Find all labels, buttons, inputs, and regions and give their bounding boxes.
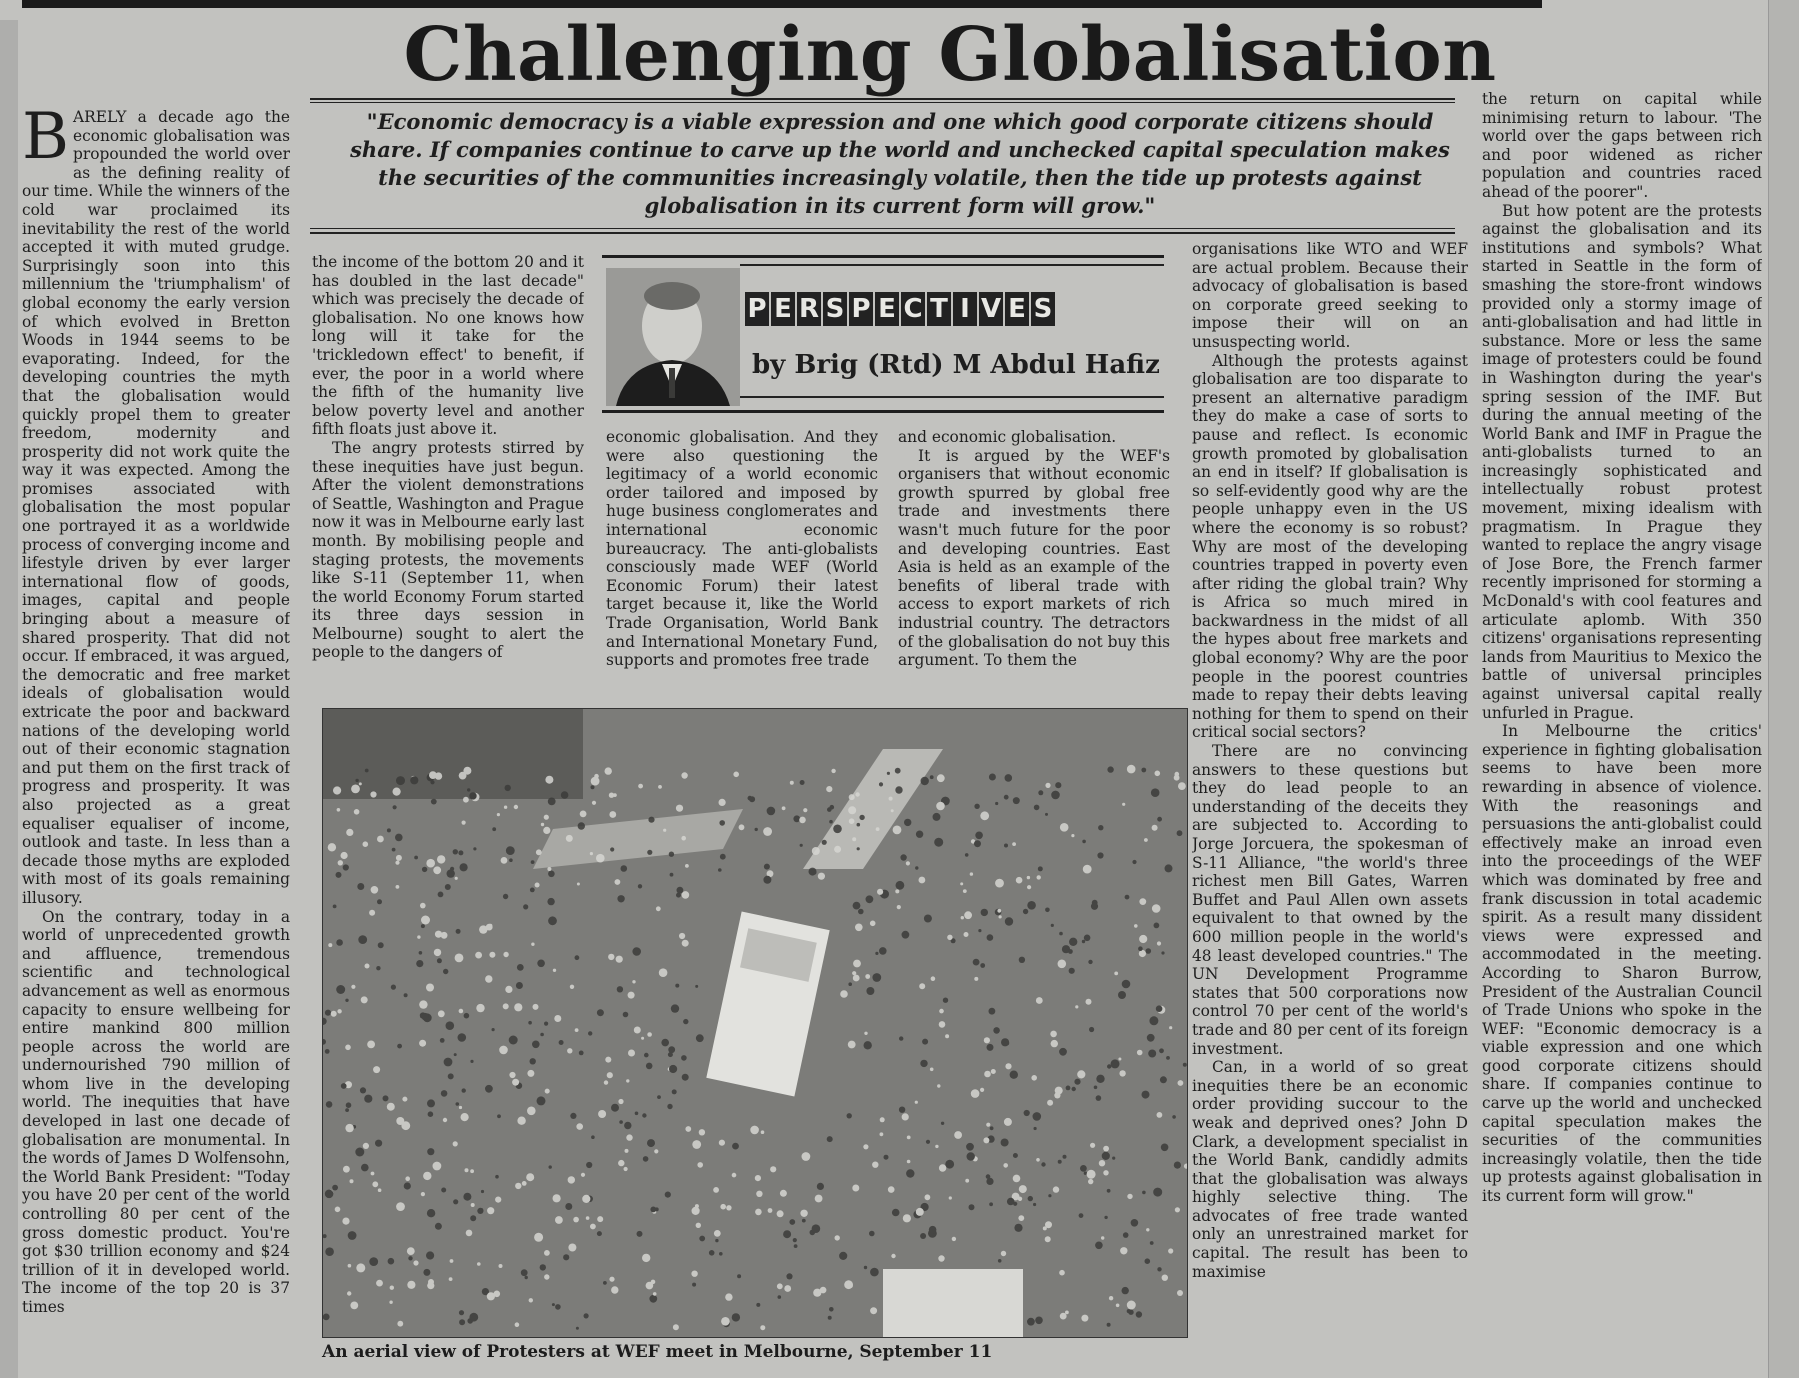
perspectives-letter-tile: I	[953, 292, 977, 326]
article-paragraph: the income of the bottom 20 and it has doubled in the last decade" which was precisely the decade of globalisation. No one knows how long will it take for the 'trickledown effect' to benefit, if ever, the poor in a world where the fifth of the humanity live below poverty level and another fifth floats just above it.	[312, 253, 584, 439]
article-paragraph: It is argued by the WEF's organisers that without economic growth spurred by global free trade and investments there wasn't much future for the poor and developing countries. East Asia is held as an example of the benefits of liberal trade with access to export markets of rich industrial country. The detractors of the globalisation do not buy this argument. To them the	[898, 446, 1170, 670]
adjacent-page-right	[1768, 0, 1799, 1378]
pull-quote-top-rule	[310, 98, 1455, 100]
top-border	[22, 0, 1542, 8]
author-portrait-image	[606, 268, 740, 406]
article-column-5	[1192, 240, 1468, 1350]
article-paragraph: BARELY a decade ago the economic globalisation was propounded the world over as the defining reality of our time. While the winners of the cold war proclaimed its inevitability the rest of the world accepted it with muted grudge. Surprisingly soon into this millennium the 'triumphalism' of global economy the early version of which evolved in Bretton Woods in 1944 seems to be evaporating. Indeed, for the developing countries the myth that the globalisation would quickly propel them to greater freedom, modernity and prosperity did not work quite the way it was expected. Among the promises associated with globalisation the most popular one portrayed it as a worldwide process of converging income and lifestyle driven by ever larger international flow of goods, images, capital and people bringing about a measure of shared prosperity. That did not occur. If embraced, it was argued, the democratic and free market ideals of globalisation would extricate the poor and backward nations of the developing world out of their economic stagnation and put them on the first track of progress and prosperity. It was also projected as a great equaliser equaliser of income, outlook and taste. In less than a decade those myths are exploded with most of its goals remaining illusory.	[22, 108, 290, 907]
aerial-protest-photo	[322, 708, 1188, 1338]
perspectives-letter-tile: S	[1031, 292, 1055, 326]
box-inner-rule-bottom	[740, 396, 1164, 398]
author-photo	[606, 268, 740, 406]
article-paragraph: and economic globalisation.	[898, 428, 1117, 446]
perspectives-letter-tile: P	[745, 292, 769, 326]
author-byline: by Brig (Rtd) M Abdul Hafiz	[752, 350, 1160, 380]
article-paragraph: On the contrary, today in a world of unprecedented growth and affluence, tremendous scientific and technological advancement as well as enormous capacity to ensure wellbeing for entire mankind 800 million people across the world are undernourished 790 million of whom live in the developing world. The inequities that have developed in last one decade of globalisation are monumental. In the words of James D Wolfensohn, the World Bank President: "Today you have 20 per cent of the world controlling 80 per cent of the gross domestic product. You're got $30 trillion economy and $24 trillion of it in developed world. The income of the top 20 is 37 times	[22, 907, 290, 1316]
perspectives-letter-tile: R	[798, 294, 820, 324]
perspectives-letter-tile: V	[980, 294, 1002, 324]
aerial-crowd-image	[323, 709, 1187, 1337]
pull-quote-top-rule-thin	[310, 102, 1455, 103]
perspectives-letter-tile: P	[849, 292, 873, 326]
photo-caption: An aerial view of Protesters at WEF meet in Melbourne, September 11	[322, 1342, 993, 1362]
perspectives-letter-tile: E	[1005, 292, 1029, 326]
pull-quote-bottom-rule-thick	[310, 232, 1455, 234]
perspectives-letter-tile: C	[901, 292, 925, 326]
pull-quote-bottom-rule	[310, 228, 1455, 229]
perspectives-letter-tile: T	[927, 292, 951, 326]
article-paragraph: the return on capital while minimising return to labour. 'The world over the gaps between rich and poor widened as richer population and countries raced ahead of the poorer".	[1482, 90, 1762, 201]
article-column-2	[312, 253, 584, 693]
article-column-4	[898, 428, 1170, 690]
drop-cap: B	[22, 108, 70, 174]
article-paragraph: Although the protests against globalisation are too disparate to present an alternative paradigm they do make a case of sorts to pause and reflect. Is economic growth promoted by globalisation an end in itself? If globalisation is so self-evidently good why are the people unhappy even in the US where the economy is so robust? Why are most of the developing countries trapped in poverty even after riding the global train? Why is Africa so much mired in backwardness in the midst of all the hypes about free markets and global economy? Why are the poor people in the poorest countries made to repay their debts leaving nothing for them to spend on their critical social sectors?	[1192, 351, 1468, 742]
article-paragraph: organisations like WTO and WEF are actual problem. Because their advocacy of globalisation is based on corporate greed seeking to impose their will on an unsuspecting world.	[1192, 240, 1468, 351]
article-paragraph: Can, in a world of so great inequities there be an economic order providing succour to the weak and deprived ones? John D Clark, a development specialist in the World Bank, candidly admits that the globalisation was always highly selective thing. The advocates of free trade wanted only an unrestrained market for capital. The result has been to maximise	[1192, 1058, 1468, 1281]
pull-quote: "Economic democracy is a viable expression and one which good corporate citizens should share. If companies continue to carve up the world and unchecked capital speculation makes the securities of the communities increasingly volatile, then the tide up protests against globalisation in its current form will grow."	[350, 109, 1450, 218]
article-paragraph: economic globalisation. And they were also questioning the legitimacy of a world economic order tailored and imposed by huge business conglomerates and international economic bureaucracy. The anti-globalists consciously made WEF (World Economic Forum) their latest target because it, like the World Trade Organisation, World Bank and International Monetary Fund, supports and promotes free trade	[606, 428, 878, 670]
perspectives-letter-tile: S	[823, 292, 847, 326]
article-paragraph: The angry protests stirred by these inequities have just begun. After the violent demonstrations of Seattle, Washington and Prague now it was in Melbourne early last month. By mobilising people and staging protests, the movements like S-11 (September 11, when the world Economy Forum started its three days session in Melbourne) sought to alert the people to the dangers of	[312, 438, 584, 662]
box-inner-rule-top	[740, 264, 1164, 266]
article-paragraph: There are no convincing answers to these questions but they do lead people to an understanding of the deceits they are subjected to. According to Jorge Jorcuera, the spokesman of S-11 Alliance, "the world's three richest men Bill Gates, Warren Buffet and Paul Allen own assets equivalent to that owned by the 600 million people in the world's 48 least developed countries." The UN Development Programme states that 500 corporations now control 70 per cent of the world's trade and 80 per cent of its foreign investment.	[1192, 742, 1468, 1058]
headline: Challenging Globalisation	[403, 12, 1497, 98]
article-paragraph: But how potent are the protests against the globalisation and its institutions and symbols? What started in Seattle in the form of smashing the store-front windows provided only a stormy image of anti-globalisation and had little in substance. More or less the same image of protesters could be found in Washington during the year's spring session of the IMF. But during the annual meeting of the World Bank and IMF in Prague the anti-globalists turned to an increasingly sophisticated and intellectually robust protest movement, mixing idealism with pragmatism. In Prague they wanted to replace the angry visage of Jose Bore, the French farmer recently imprisoned for storming a McDonald's with cool features and articulate aplomb. With 350 citizens' organisations representing lands from Mauritius to Mexico the battle of universal principles against universal capital really unfurled in Prague.	[1482, 201, 1762, 722]
article-paragraph: In Melbourne the critics' experience in fighting globalisation seems to have been more rewarding in absence of violence. With the reasonings and persuasions the anti-globalist could effectively make an inroad even into the proceedings of the WEF which was dominated by free and frank discussion in total academic spirit. As a result many dissident views were expressed and accommodated in the meeting. According to Sharon Burrow, President of the Australian Council of Trade Unions who spoke in the WEF: "Economic democracy is a viable expression and one which good corporate citizens should share. If companies continue to carve up the world and unchecked capital speculation makes the securities of the communities increasingly volatile, then the tide up protests against globalisation in its current form will grow."	[1482, 722, 1762, 1206]
article-column-3	[606, 428, 878, 690]
perspectives-letter-tile: E	[771, 292, 795, 326]
perspectives-letter-tile: E	[875, 292, 899, 326]
adjacent-page-left	[0, 20, 18, 1378]
article-column-1	[22, 108, 290, 1358]
perspectives-title	[745, 292, 1055, 326]
article-column-6	[1482, 90, 1762, 1360]
